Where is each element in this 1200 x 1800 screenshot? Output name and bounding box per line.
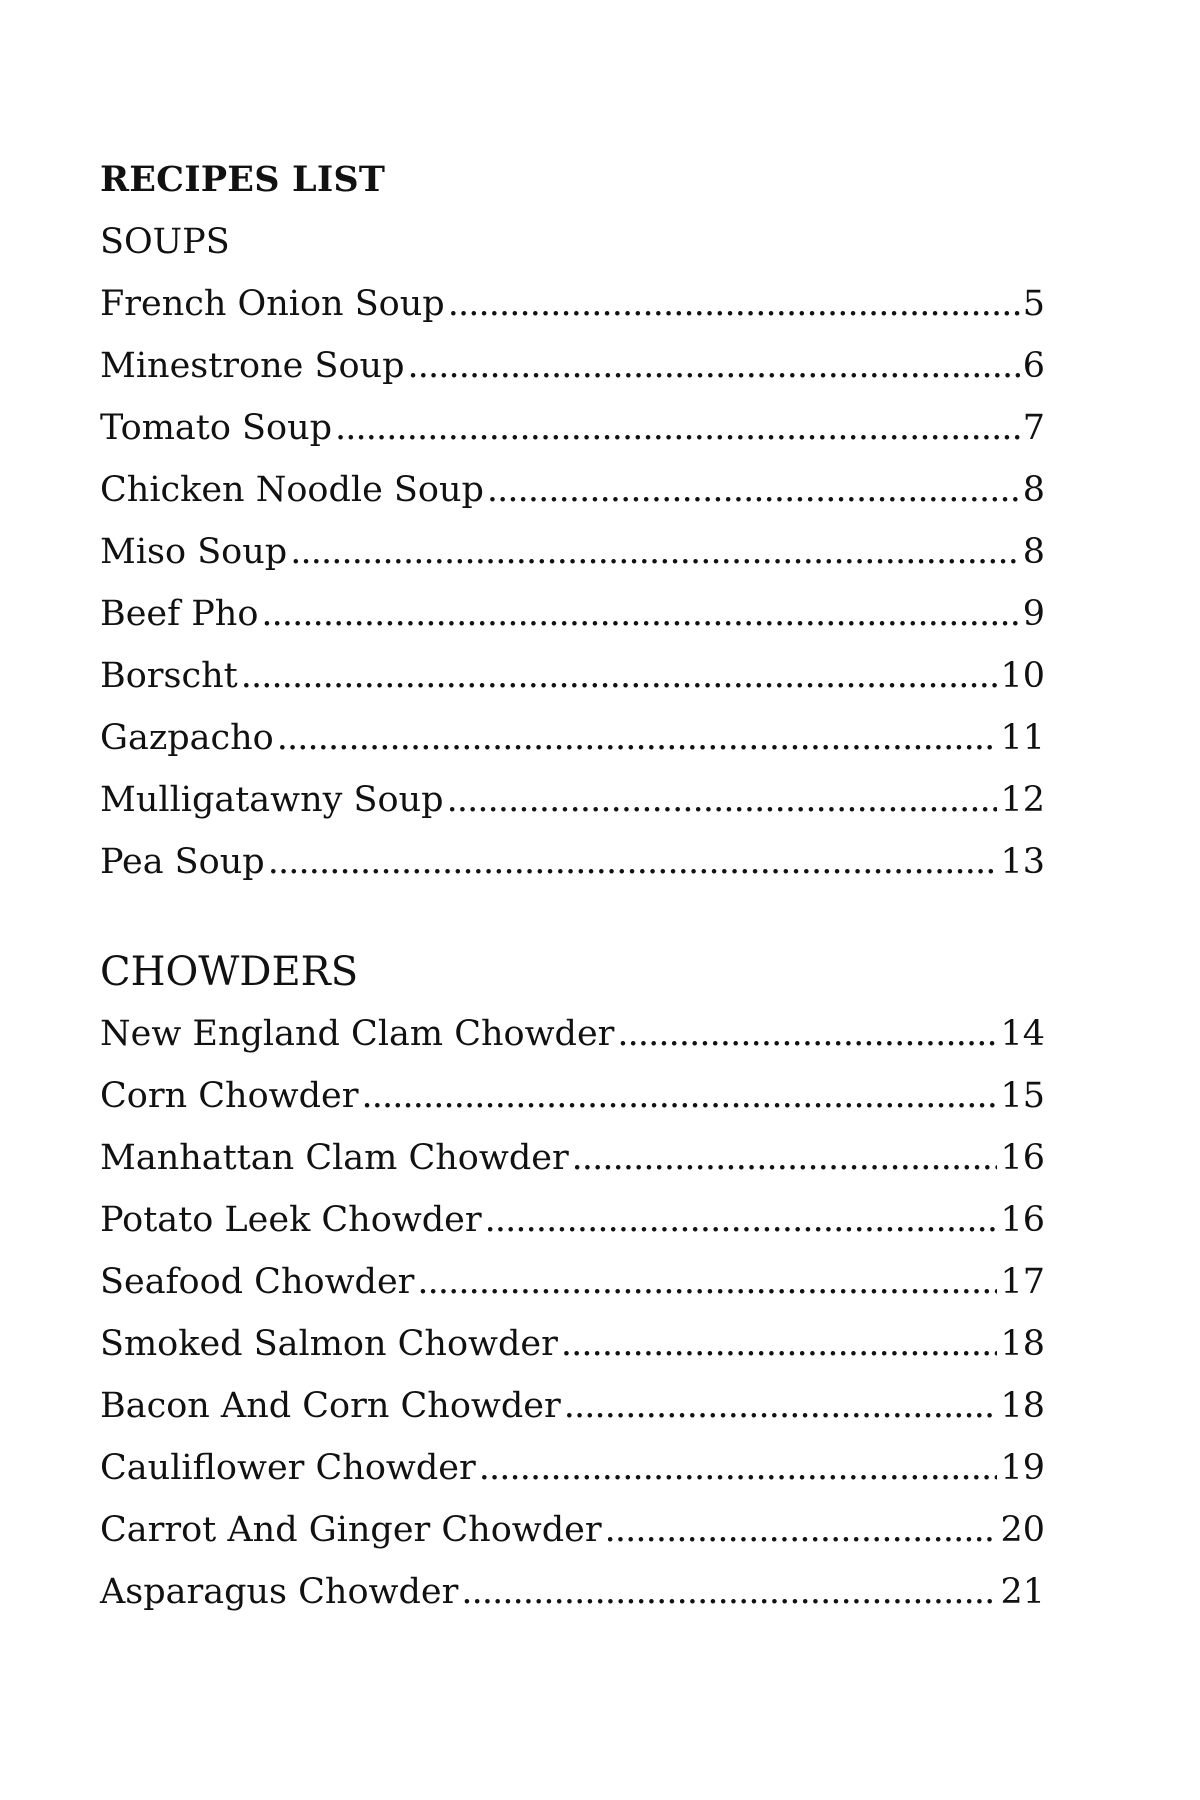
entry-name: Manhattan Clam Chowder (100, 1138, 569, 1178)
entry-page: 9 (1022, 594, 1045, 634)
dot-leader (290, 532, 1020, 572)
entry-page: 19 (1000, 1448, 1045, 1488)
entry-name: French Onion Soup (100, 284, 445, 324)
entry-name: Borscht (100, 656, 238, 696)
dot-leader (408, 346, 1020, 386)
toc-entry[interactable] (100, 780, 1045, 842)
toc-entry[interactable] (100, 1076, 1045, 1138)
dot-leader (561, 1324, 998, 1364)
toc-entry[interactable] (100, 346, 1045, 408)
entry-page: 21 (1000, 1572, 1045, 1612)
dot-leader (335, 408, 1020, 448)
entry-page: 18 (1000, 1324, 1045, 1364)
toc-entry[interactable] (100, 1138, 1045, 1200)
entry-name: Asparagus Chowder (100, 1572, 459, 1612)
dot-leader (361, 1076, 997, 1116)
entry-page: 16 (1000, 1138, 1045, 1178)
dot-leader (617, 1014, 997, 1054)
entry-name: Corn Chowder (100, 1076, 359, 1116)
entry-name: Smoked Salmon Chowder (100, 1324, 558, 1364)
section-divider-space (100, 904, 1045, 950)
entry-page: 8 (1022, 532, 1045, 572)
entry-name: Mulligatawny Soup (100, 780, 444, 820)
dot-leader (261, 594, 1019, 634)
dot-leader (447, 780, 998, 820)
dot-leader (572, 1138, 998, 1178)
toc-entry[interactable] (100, 1014, 1045, 1076)
section-heading-chowders: CHOWDERS (100, 949, 359, 995)
entry-name: New England Clam Chowder (100, 1014, 615, 1054)
recipes-list-page (100, 160, 1045, 1634)
toc-entry[interactable] (100, 408, 1045, 470)
dot-leader (461, 1572, 997, 1612)
toc-entry[interactable] (100, 1386, 1045, 1448)
dot-leader (241, 656, 998, 696)
toc-entry[interactable] (100, 842, 1045, 904)
entry-page: 10 (1000, 656, 1045, 696)
soups-list (100, 284, 1045, 904)
dot-leader (485, 1200, 998, 1240)
entry-page: 14 (1000, 1014, 1045, 1054)
entry-name: Tomato Soup (100, 408, 333, 448)
entry-name: Potato Leek Chowder (100, 1200, 482, 1240)
entry-page: 8 (1022, 470, 1045, 510)
entry-page: 6 (1022, 346, 1045, 386)
entry-name: Pea Soup (100, 842, 265, 882)
entry-name: Minestrone Soup (100, 346, 405, 386)
toc-entry[interactable] (100, 532, 1045, 594)
dot-leader (564, 1386, 998, 1426)
dot-leader (479, 1448, 998, 1488)
toc-entry[interactable] (100, 1200, 1045, 1262)
toc-entry[interactable] (100, 656, 1045, 718)
toc-entry[interactable] (100, 284, 1045, 346)
dot-leader (268, 842, 998, 882)
dot-leader (277, 718, 998, 758)
chowders-list (100, 1014, 1045, 1634)
toc-entry[interactable] (100, 470, 1045, 532)
entry-name: Seafood Chowder (100, 1262, 415, 1302)
entry-name: Miso Soup (100, 532, 288, 572)
dot-leader (448, 284, 1020, 324)
toc-entry[interactable] (100, 718, 1045, 780)
entry-page: 5 (1022, 284, 1045, 324)
entry-name: Bacon And Corn Chowder (100, 1386, 561, 1426)
entry-page: 7 (1022, 408, 1045, 448)
entry-name: Gazpacho (100, 718, 274, 758)
dot-leader (487, 470, 1020, 510)
toc-entry[interactable] (100, 1510, 1045, 1572)
page-title: RECIPES LIST (100, 159, 386, 200)
dot-leader (605, 1510, 998, 1550)
toc-entry[interactable] (100, 594, 1045, 656)
section-heading-soups: SOUPS (100, 222, 230, 262)
entry-page: 12 (1000, 780, 1045, 820)
toc-entry[interactable] (100, 1262, 1045, 1324)
entry-page: 17 (1000, 1262, 1045, 1302)
entry-page: 13 (1000, 842, 1045, 882)
dot-leader (417, 1262, 997, 1302)
entry-page: 18 (1000, 1386, 1045, 1426)
entry-name: Carrot And Ginger Chowder (100, 1510, 602, 1550)
toc-entry[interactable] (100, 1572, 1045, 1634)
toc-entry[interactable] (100, 1324, 1045, 1386)
entry-page: 20 (1000, 1510, 1045, 1550)
toc-entry[interactable] (100, 1448, 1045, 1510)
entry-page: 16 (1000, 1200, 1045, 1240)
entry-page: 11 (1000, 718, 1045, 758)
entry-name: Cauliflower Chowder (100, 1448, 476, 1488)
entry-page: 15 (1000, 1076, 1045, 1116)
entry-name: Beef Pho (100, 594, 259, 634)
entry-name: Chicken Noodle Soup (100, 470, 484, 510)
